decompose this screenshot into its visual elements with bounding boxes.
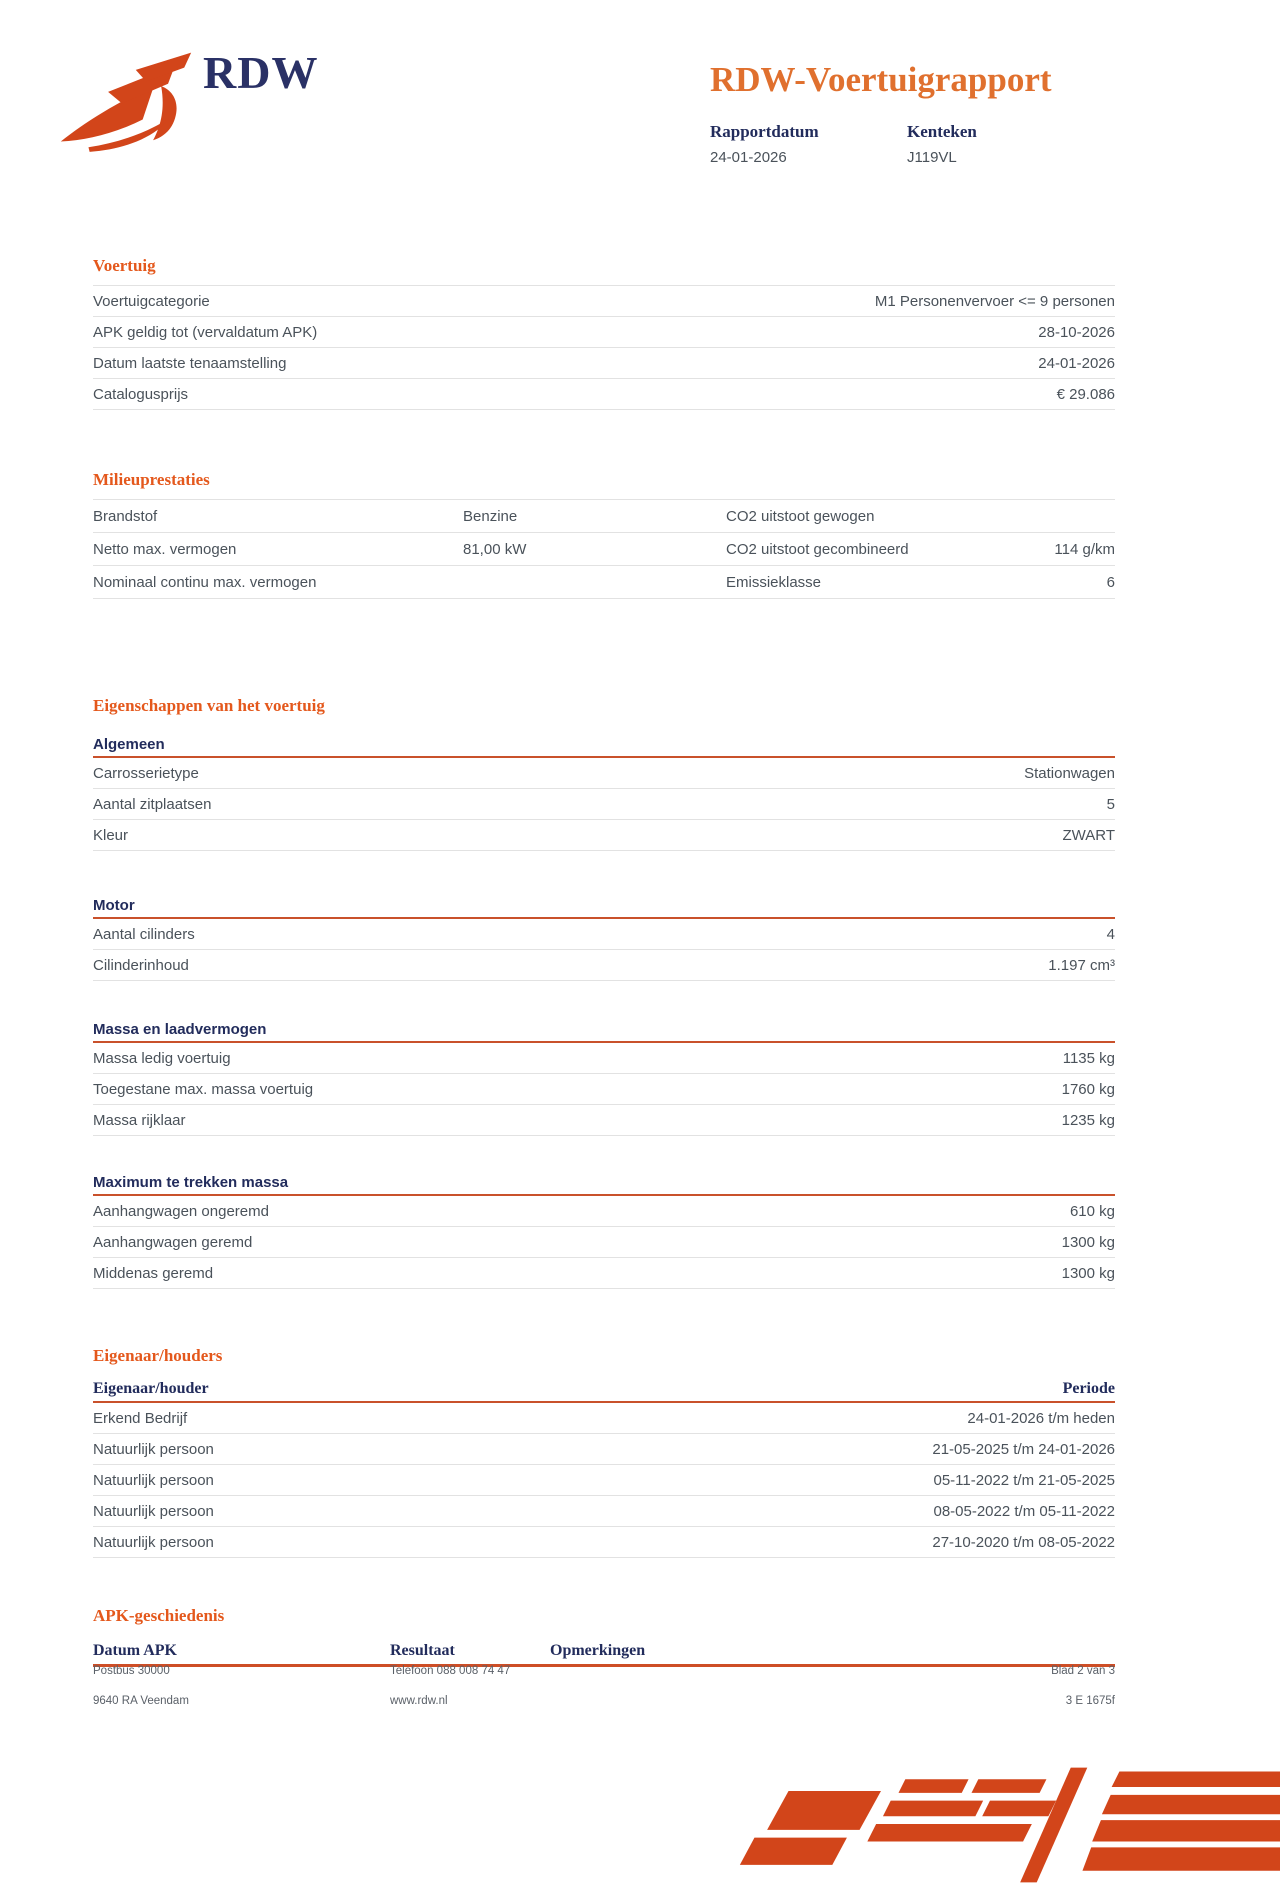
table-row — [93, 566, 1115, 599]
row-label: Catalogusprijs — [93, 385, 189, 403]
footer-doc-code: 3 E 1675f — [1065, 1695, 1115, 1707]
rdw-stripes-graphic — [735, 1760, 1280, 1812]
row-value: Stationwagen — [1024, 764, 1115, 782]
kenteken-block — [907, 122, 1104, 166]
table-row — [93, 1496, 1115, 1527]
row-label-left: Nominaal continu max. vermogen — [93, 573, 317, 591]
owner-period: 21-05-2025 t/m 24-01-2026 — [932, 1440, 1115, 1458]
footer-page-number: Blad 2 van 3 — [1051, 1665, 1115, 1677]
page-title: RDW-Voertuigrapport — [710, 60, 1052, 99]
owner-name: Natuurlijk persoon — [93, 1471, 214, 1489]
subsection-title-massa: Massa en laadvermogen — [93, 1021, 267, 1038]
row-value: 4 — [1106, 925, 1115, 943]
row-value: 1.197 cm³ — [1048, 956, 1115, 974]
trekken-table — [93, 1196, 1115, 1289]
owner-name: Erkend Bedrijf — [93, 1409, 188, 1427]
row-value: 1760 kg — [1061, 1080, 1115, 1098]
column-header-period: Periode — [1062, 1380, 1115, 1397]
row-value: M1 Personenvervoer <= 9 personen — [874, 292, 1115, 310]
motor-table — [93, 919, 1115, 981]
section-voertuig — [93, 256, 1115, 410]
table-row — [93, 533, 1115, 566]
row-value: € 29.086 — [1056, 385, 1115, 403]
row-label: Voertuigcategorie — [93, 292, 210, 310]
row-label: Toegestane max. massa voertuig — [93, 1080, 314, 1098]
eigenaar-table-header — [93, 1380, 1115, 1398]
section-milieuprestaties — [93, 470, 1115, 599]
table-row — [93, 950, 1115, 981]
table-row — [93, 758, 1115, 789]
row-label: Massa ledig voertuig — [93, 1049, 231, 1067]
row-label-right: CO2 uitstoot gecombineerd — [726, 540, 909, 558]
report-header — [710, 60, 1130, 166]
column-header-opmerkingen: Opmerkingen — [550, 1642, 646, 1659]
row-label-right: CO2 uitstoot gewogen — [726, 507, 875, 525]
table-row — [93, 1527, 1115, 1558]
section-title-eigenschappen: Eigenschappen van het voertuig — [93, 696, 325, 715]
row-value-left: Benzine — [463, 507, 518, 525]
rdw-feather-icon — [55, 50, 205, 166]
eigenaar-table — [93, 1403, 1115, 1558]
massa-table — [93, 1043, 1115, 1136]
row-label: Aantal cilinders — [93, 925, 195, 943]
row-value: 1135 kg — [1062, 1049, 1115, 1067]
row-label: Aanhangwagen ongeremd — [93, 1202, 269, 1220]
column-header-resultaat: Resultaat — [390, 1642, 455, 1659]
table-row — [93, 789, 1115, 820]
footer-postbus: Postbus 30000 — [93, 1665, 170, 1677]
row-label: Aanhangwagen geremd — [93, 1233, 253, 1251]
owner-name: Natuurlijk persoon — [93, 1440, 214, 1458]
owner-period: 24-01-2026 t/m heden — [967, 1409, 1115, 1427]
row-label: Datum laatste tenaamstelling — [93, 354, 287, 372]
row-value-left: 81,00 kW — [463, 540, 527, 558]
milieuprestaties-table — [93, 499, 1115, 599]
footer-line-1 — [93, 1665, 1115, 1677]
table-row — [93, 500, 1115, 533]
row-value: 1300 kg — [1061, 1264, 1115, 1282]
rdw-logo-text: RDW — [203, 47, 319, 98]
table-row — [93, 317, 1115, 348]
row-value-right: 6 — [1106, 573, 1115, 591]
row-value: ZWART — [1062, 826, 1115, 844]
owner-name: Natuurlijk persoon — [93, 1533, 214, 1551]
row-label: Cilinderinhoud — [93, 956, 189, 974]
section-apk — [93, 1606, 1115, 1707]
report-meta — [710, 122, 1130, 166]
table-row — [93, 348, 1115, 379]
kenteken-value: J119VL — [907, 149, 957, 166]
table-row — [93, 1227, 1115, 1258]
column-header-owner: Eigenaar/houder — [93, 1380, 209, 1397]
subsection-title-trekken: Maximum te trekken massa — [93, 1174, 289, 1191]
table-row — [93, 286, 1115, 317]
row-label-left: Brandstof — [93, 507, 158, 525]
table-row — [93, 1196, 1115, 1227]
table-row — [93, 1465, 1115, 1496]
rdw-logo — [55, 46, 319, 166]
table-row — [93, 1434, 1115, 1465]
row-label: Carrosserietype — [93, 764, 199, 782]
voertuig-table — [93, 285, 1115, 410]
section-title-eigenaar: Eigenaar/houders — [93, 1346, 223, 1365]
footer-telefoon: Telefoon 088 008 74 47 — [390, 1665, 511, 1677]
section-title-milieuprestaties: Milieuprestaties — [93, 470, 210, 489]
table-row — [93, 919, 1115, 950]
table-row — [93, 1074, 1115, 1105]
row-label-left: Netto max. vermogen — [93, 540, 237, 558]
table-row — [93, 1258, 1115, 1289]
section-title-apk: APK-geschiedenis — [93, 1606, 225, 1625]
footer-plaats: 9640 RA Veendam — [93, 1695, 189, 1707]
row-value-right: 114 g/km — [1054, 540, 1115, 558]
owner-name: Natuurlijk persoon — [93, 1502, 214, 1520]
apk-table-header — [93, 1642, 1115, 1660]
row-label: Massa rijklaar — [93, 1111, 186, 1129]
report-date-value: 24-01-2026 — [710, 149, 787, 166]
section-title-voertuig: Voertuig — [93, 256, 156, 275]
row-label: Kleur — [93, 826, 129, 844]
row-value: 1235 kg — [1061, 1111, 1115, 1129]
owner-period: 27-10-2020 t/m 08-05-2022 — [932, 1533, 1115, 1551]
row-label: Middenas geremd — [93, 1264, 214, 1282]
subsection-title-algemeen: Algemeen — [93, 736, 165, 753]
row-value: 610 kg — [1069, 1202, 1115, 1220]
row-label: APK geldig tot (vervaldatum APK) — [93, 323, 318, 341]
owner-period: 08-05-2022 t/m 05-11-2022 — [933, 1502, 1115, 1520]
table-row — [93, 1403, 1115, 1434]
table-row — [93, 1105, 1115, 1136]
row-value: 5 — [1106, 795, 1115, 813]
subsection-title-motor: Motor — [93, 897, 135, 914]
table-row — [93, 379, 1115, 410]
section-eigenschappen — [93, 696, 1115, 1289]
row-value: 28-10-2026 — [1038, 323, 1115, 341]
row-label-right: Emissieklasse — [726, 573, 822, 591]
report-date-label: Rapportdatum — [710, 122, 819, 141]
table-row — [93, 820, 1115, 851]
row-label: Aantal zitplaatsen — [93, 795, 212, 813]
algemeen-table — [93, 758, 1115, 851]
footer-website: www.rdw.nl — [390, 1695, 448, 1707]
kenteken-label: Kenteken — [907, 122, 977, 141]
row-value: 1300 kg — [1061, 1233, 1115, 1251]
rdw-speed-stripes-icon — [735, 1760, 1280, 1890]
column-header-datum: Datum APK — [93, 1642, 177, 1659]
row-value: 24-01-2026 — [1038, 354, 1115, 372]
footer-line-2 — [93, 1695, 1115, 1707]
table-row — [93, 1043, 1115, 1074]
section-eigenaar — [93, 1346, 1115, 1558]
report-date-block — [710, 122, 907, 166]
owner-period: 05-11-2022 t/m 21-05-2025 — [933, 1471, 1115, 1489]
